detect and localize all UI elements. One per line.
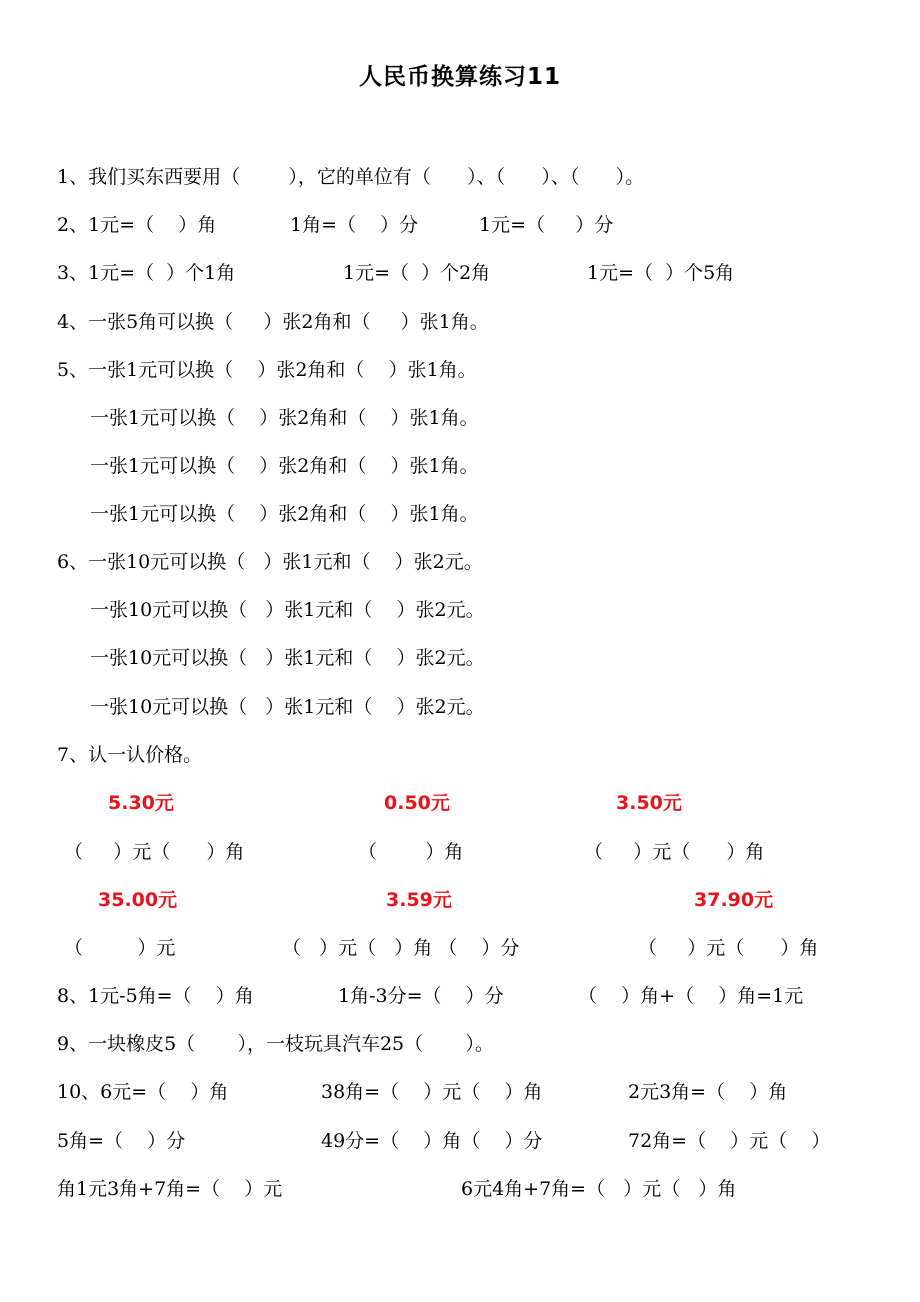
question-1: 1、我们买东西要用（ ），它的单位有（ ）、（ ）、（ ）。 [57,166,645,188]
price-3: 3.50元 [616,792,682,814]
price-1-answer: （ ）元（ ）角 [64,841,245,863]
question-3-part-c: 1元=（ ）个5角 [587,262,735,284]
price-2: 0.50元 [384,792,450,814]
price-3-answer: （ ）元（ ）角 [584,841,765,863]
question-5-line-3: 一张1元可以换（ ）张2角和（ ）张1角。 [90,455,479,477]
page-title: 人民币换算练习11 [358,64,561,90]
question-10-r1-b: 38角=（ ）元（ ）角 [321,1081,543,1103]
question-5-line-2: 一张1元可以换（ ）张2角和（ ）张1角。 [90,407,479,429]
question-5-line-1: 5、一张1元可以换（ ）张2角和（ ）张1角。 [57,359,477,381]
question-10-r2-c: 72角=（ ）元（ ） [628,1130,831,1152]
question-10-r2-b: 49分=（ ）角（ ）分 [321,1130,543,1152]
question-6-line-1: 6、一张10元可以换（ ）张1元和（ ）张2元。 [57,551,483,573]
question-2-part-b: 1角=（ ）分 [290,214,419,236]
question-10-r3-a: 角1元3角+7角=（ ）元 [57,1178,283,1200]
question-8-part-a: 8、1元-5角=（ ）角 [57,985,254,1007]
price-2-answer: （ ）角 [358,841,464,863]
question-10-r2-a: 5角=（ ）分 [57,1130,186,1152]
question-3-part-b: 1元=（ ）个2角 [343,262,491,284]
question-3-part-a: 3、1元=（ ）个1角 [57,262,236,284]
price-4-answer: （ ）元 [64,937,176,959]
question-6-line-3: 一张10元可以换（ ）张1元和（ ）张2元。 [90,647,485,669]
price-6: 37.90元 [694,889,774,911]
question-6-line-2: 一张10元可以换（ ）张1元和（ ）张2元。 [90,599,485,621]
question-9: 9、一块橡皮5（ ），一枝玩具汽车25（ ）。 [57,1033,494,1055]
question-8-part-b: 1角-3分=（ ）分 [338,985,504,1007]
question-10-r1-c: 2元3角=（ ）角 [628,1081,788,1103]
question-10-r1-a: 10、6元=（ ）角 [57,1081,229,1103]
question-4: 4、一张5角可以换（ ）张2角和（ ）张1角。 [57,311,489,333]
question-2-part-a: 2、1元=（ ）角 [57,214,217,236]
price-1: 5.30元 [108,792,174,814]
price-6-answer: （ ）元（ ）角 [638,937,819,959]
price-5-answer: （ ）元（ ）角 （ ）分 [282,937,520,959]
question-7-label: 7、认一认价格。 [57,744,203,766]
question-8-part-c: （ ）角+（ ）角=1元 [578,985,804,1007]
question-6-line-4: 一张10元可以换（ ）张1元和（ ）张2元。 [90,696,485,718]
question-2-part-c: 1元=（ ）分 [479,214,614,236]
price-5: 3.59元 [386,889,452,911]
question-5-line-4: 一张1元可以换（ ）张2角和（ ）张1角。 [90,503,479,525]
price-4: 35.00元 [98,889,178,911]
question-10-r3-b: 6元4角+7角=（ ）元（ ）角 [461,1178,737,1200]
